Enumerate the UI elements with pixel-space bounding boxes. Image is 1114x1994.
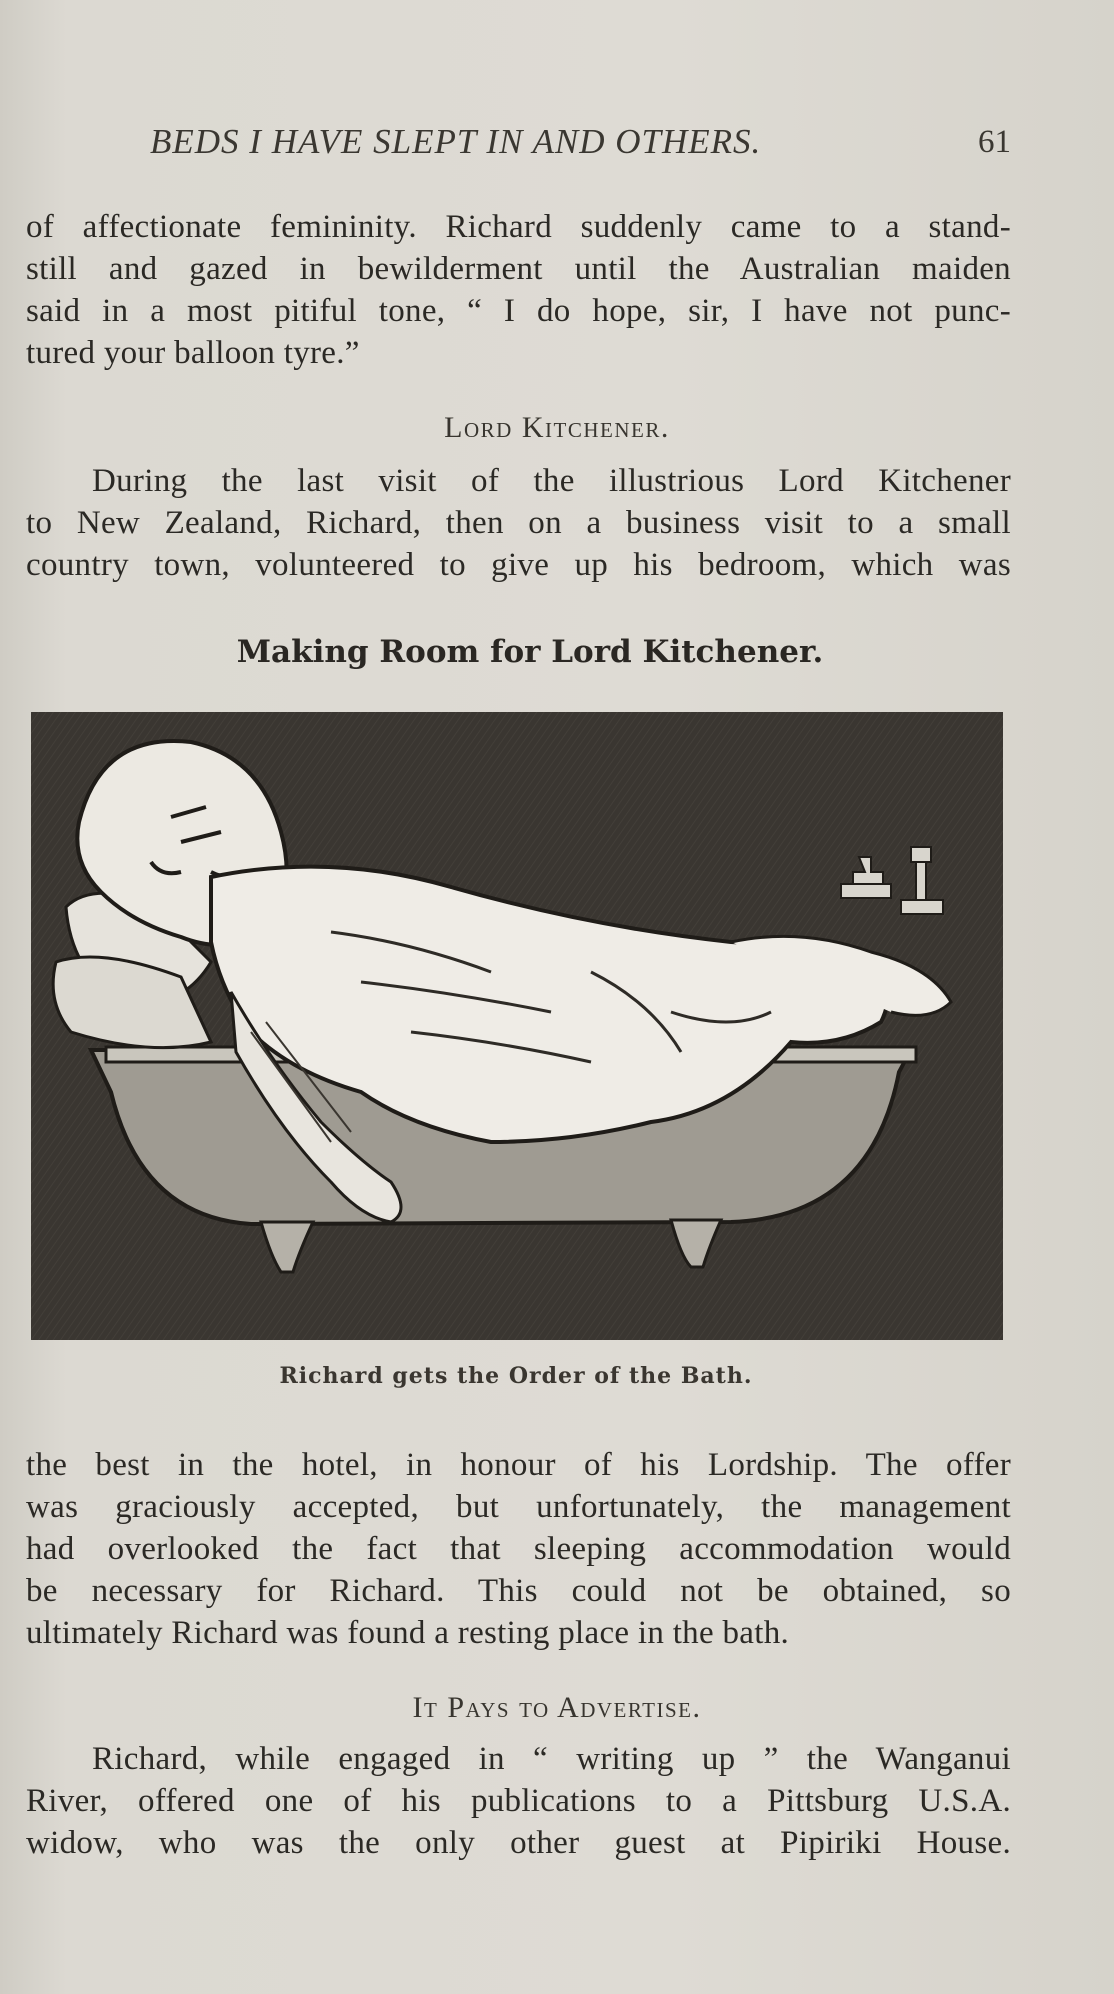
text-line: had overlooked the fact that sleeping accommodation would [26, 1531, 1011, 1567]
text-line: widow, who was the only other guest at Pipiriki House. [26, 1825, 1011, 1861]
text-line: tured your balloon tyre.” [26, 335, 360, 371]
text-line: to New Zealand, Richard, then on a business visit to a small [26, 505, 1011, 541]
running-head: BEDS I HAVE SLEPT IN AND OTHERS. [150, 122, 762, 161]
paragraph-3 [26, 1444, 1011, 1654]
text-line: River, offered one of his publications to a Pittsburg U.S.A. [26, 1783, 1011, 1819]
figure-title: Making Room for Lord Kitchener. [236, 634, 824, 670]
text-line: said in a most pitiful tone, “ I do hope, sir, I have not punc- [26, 293, 1011, 329]
paragraph-4 [26, 1738, 1011, 1864]
text-line: was graciously accepted, but unfortunately, the management [26, 1489, 1011, 1525]
section-heading-kitchener: Lord Kitchener. [444, 411, 670, 444]
sleeping-in-bath-illustration [31, 712, 1003, 1340]
illustration-bath [31, 712, 1003, 1340]
section-heading-advertise: It Pays to Advertise. [412, 1691, 702, 1724]
figure-caption: Richard gets the Order of the Bath. [279, 1363, 753, 1389]
paragraph-2 [26, 460, 1011, 586]
text-line: be necessary for Richard. This could not be obtained, so [26, 1573, 1011, 1609]
text-line: the best in the hotel, in honour of his Lordship. The offer [26, 1447, 1011, 1483]
text-line: ultimately Richard was found a resting place in the bath. [26, 1615, 790, 1651]
text-line: During the last visit of the illustrious Lord Kitchener [92, 463, 1011, 499]
page-number: 61 [978, 124, 1011, 160]
text-line: Richard, while engaged in “ writing up ” the Wanganui [92, 1741, 1011, 1777]
paragraph-1 [26, 206, 1011, 374]
text-line: of affectionate femininity. Richard suddenly came to a stand- [26, 209, 1011, 245]
text-line: still and gazed in bewilderment until the Australian maiden [26, 251, 1011, 287]
text-line: country town, volunteered to give up his bedroom, which was [26, 547, 1011, 583]
